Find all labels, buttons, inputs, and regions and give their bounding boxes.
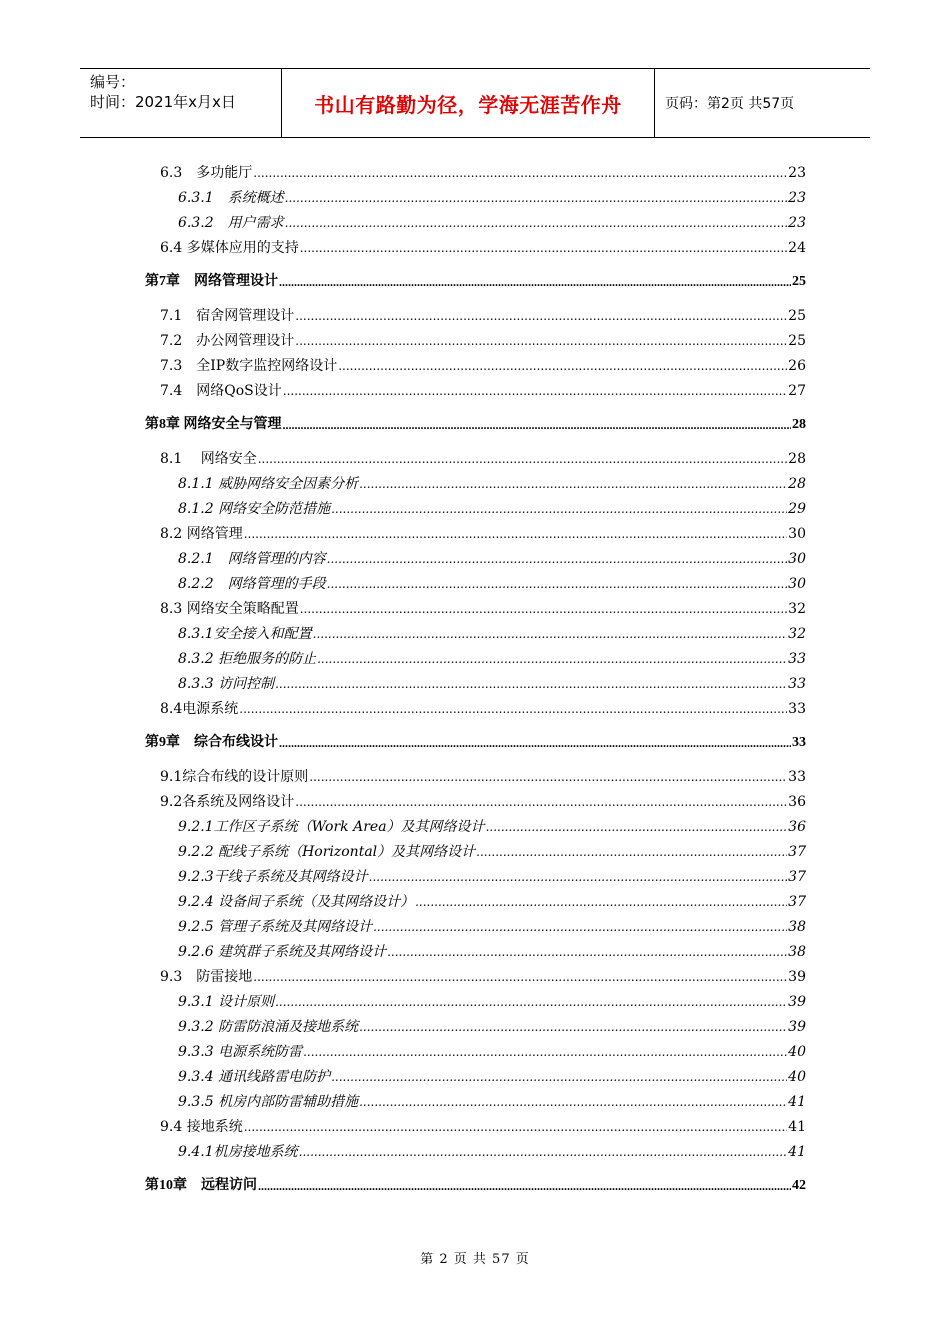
toc-entry[interactable]: [178, 1039, 806, 1061]
toc-leader-dots: [387, 943, 787, 961]
toc-entry[interactable]: [160, 1114, 806, 1136]
toc-entry-title: 8.2.2 网络管理的手段: [178, 576, 326, 592]
toc-entry-title: 8.1.2 网络安全防范措施: [178, 501, 331, 517]
toc-entry[interactable]: [178, 1014, 806, 1036]
toc-entry[interactable]: [178, 571, 806, 593]
toc-entry[interactable]: [178, 210, 806, 232]
toc-entry-page: 37: [788, 844, 806, 860]
toc-leader-dots: [295, 793, 787, 811]
toc-entry-title: 8.3 网络安全策略配置: [160, 601, 299, 617]
toc-entry-title: 9.2.2 配线子系统（Horizontal）及其网络设计: [178, 844, 476, 860]
toc-entry[interactable]: [178, 496, 806, 518]
toc-entry-title: 8.1 网络安全: [160, 451, 257, 467]
toc-entry-page: 30: [788, 576, 806, 592]
toc-leader-dots: [299, 1143, 788, 1161]
toc-leader-dots: [295, 332, 787, 350]
toc-entry-title: 第7章 网络管理设计: [145, 274, 278, 289]
toc-entry[interactable]: [178, 864, 806, 886]
toc-entry-title: 9.2.3干线子系统及其网络设计: [178, 869, 368, 885]
toc-leader-dots: [279, 273, 791, 291]
document-time: 时间：2021年x月x日: [90, 93, 236, 111]
toc-entry[interactable]: [178, 914, 806, 936]
header-motto: 书山有路勤为径，学海无涯苦作舟: [314, 92, 622, 117]
toc-entry-page: 36: [788, 794, 806, 810]
toc-entry-title: 6.3.1 系统概述: [178, 190, 284, 206]
toc-entry-title: 9.1综合布线的设计原则: [160, 769, 309, 785]
toc-leader-dots: [253, 968, 787, 986]
toc-entry[interactable]: [178, 471, 806, 493]
toc-leader-dots: [331, 1068, 787, 1086]
toc-entry-page: 33: [792, 735, 806, 750]
toc-leader-dots: [279, 734, 791, 752]
toc-leader-dots: [486, 818, 788, 836]
toc-entry-title: 6.4 多媒体应用的支持: [160, 240, 299, 256]
toc-chapter-entry[interactable]: [145, 412, 806, 434]
toc-entry-title: 9.2.5 管理子系统及其网络设计: [178, 919, 373, 935]
toc-leader-dots: [300, 239, 787, 257]
toc-entry[interactable]: [160, 328, 806, 350]
toc-entry[interactable]: [178, 1064, 806, 1086]
toc-entry[interactable]: [178, 989, 806, 1011]
toc-entry-title: 9.2.1工作区子系统（Work Area）及其网络设计: [178, 819, 485, 835]
toc-entry-page: 25: [792, 274, 806, 289]
toc-entry-title: 9.3.2 防雷防浪涌及接地系统: [178, 1019, 359, 1035]
toc-leader-dots: [244, 525, 787, 543]
toc-entry-title: 9.3.4 通讯线路雷电防护: [178, 1069, 331, 1085]
toc-entry[interactable]: [160, 303, 806, 325]
toc-entry[interactable]: [160, 521, 806, 543]
toc-entry[interactable]: [178, 185, 806, 207]
toc-entry[interactable]: [178, 1089, 806, 1111]
toc-entry-page: 37: [788, 869, 806, 885]
toc-entry[interactable]: [178, 546, 806, 568]
toc-leader-dots: [476, 843, 787, 861]
toc-entry-page: 26: [788, 358, 806, 374]
toc-entry-page: 28: [788, 476, 806, 492]
toc-entry-page: 41: [788, 1094, 806, 1110]
toc-entry-page: 33: [788, 651, 806, 667]
toc-entry-title: 9.2.6 建筑群子系统及其网络设计: [178, 944, 387, 960]
toc-entry[interactable]: [160, 160, 806, 182]
toc-entry[interactable]: [160, 353, 806, 375]
toc-entry-page: 24: [788, 240, 806, 256]
toc-entry-page: 37: [788, 894, 806, 910]
toc-entry-title: 7.2 办公网管理设计: [160, 333, 295, 349]
toc-entry-title: 第8章 网络安全与管理: [145, 417, 282, 432]
toc-entry-title: 9.4.1机房接地系统: [178, 1144, 298, 1160]
toc-entry-page: 33: [788, 676, 806, 692]
toc-entry-title: 9.3.1 设计原则: [178, 994, 275, 1010]
toc-leader-dots: [331, 500, 787, 518]
toc-entry-page: 36: [788, 819, 806, 835]
toc-entry-page: 41: [788, 1119, 806, 1135]
toc-leader-dots: [275, 675, 787, 693]
toc-entry[interactable]: [178, 1139, 806, 1161]
toc-leader-dots: [275, 993, 787, 1011]
toc-leader-dots: [359, 1093, 787, 1111]
toc-entry-title: 8.4电源系统: [160, 701, 239, 717]
toc-entry-title: 9.3.5 机房内部防雷辅助措施: [178, 1094, 359, 1110]
toc-leader-dots: [338, 357, 787, 375]
toc-entry-page: 25: [788, 308, 806, 324]
toc-entry-title: 6.3.2 用户需求: [178, 215, 284, 231]
toc-leader-dots: [258, 450, 787, 468]
toc-entry-page: 28: [788, 451, 806, 467]
header-motto-cell: [282, 69, 655, 137]
toc-entry-title: 7.4 网络QoS设计: [160, 383, 282, 399]
toc-leader-dots: [327, 575, 788, 593]
toc-entry[interactable]: [178, 889, 806, 911]
toc-entry[interactable]: [160, 964, 806, 986]
toc-entry[interactable]: [178, 646, 806, 668]
toc-entry-page: 38: [788, 944, 806, 960]
toc-entry-title: 第9章 综合布线设计: [145, 735, 278, 750]
toc-entry-page: 29: [788, 501, 806, 517]
toc-entry-page: 23: [788, 165, 806, 181]
toc-entry[interactable]: [178, 671, 806, 693]
toc-leader-dots: [285, 189, 788, 207]
toc-entry-page: 27: [788, 383, 806, 399]
toc-entry[interactable]: [178, 814, 806, 836]
toc-leader-dots: [359, 475, 787, 493]
toc-entry[interactable]: [178, 939, 806, 961]
toc-entry-page: 41: [788, 1144, 806, 1160]
toc-entry-title: 8.1.1 威胁网络安全因素分析: [178, 476, 359, 492]
toc-leader-dots: [295, 307, 787, 325]
toc-entry-page: 33: [788, 769, 806, 785]
toc-entry-page: 30: [788, 551, 806, 567]
toc-entry-page: 33: [788, 701, 806, 717]
toc-entry-title: 8.3.2 拒绝服务的防止: [178, 651, 317, 667]
toc-entry-page: 39: [788, 994, 806, 1010]
toc-chapter-entry[interactable]: [145, 730, 806, 752]
toc-entry-title: 7.1 宿舍网管理设计: [160, 308, 295, 324]
toc-entry[interactable]: [160, 764, 806, 786]
toc-leader-dots: [317, 650, 787, 668]
toc-leader-dots: [239, 700, 787, 718]
toc-entry-page: 39: [788, 969, 806, 985]
toc-entry-title: 8.2.1 网络管理的内容: [178, 551, 326, 567]
toc-entry[interactable]: [160, 789, 806, 811]
document-code: 编号：: [90, 73, 136, 91]
toc-entry[interactable]: [160, 696, 806, 718]
toc-leader-dots: [373, 918, 787, 936]
toc-entry-title: 8.2 网络管理: [160, 526, 243, 542]
toc-leader-dots: [253, 164, 787, 182]
toc-entry-page: 39: [788, 1019, 806, 1035]
toc-leader-dots: [283, 416, 792, 434]
toc-entry[interactable]: [178, 621, 806, 643]
toc-entry-page: 40: [788, 1069, 806, 1085]
toc-leader-dots: [309, 768, 787, 786]
toc-entry-page: 23: [788, 215, 806, 231]
toc-leader-dots: [415, 893, 787, 911]
toc-entry[interactable]: [160, 378, 806, 400]
toc-entry-title: 8.3.1安全接入和配置: [178, 626, 312, 642]
toc-chapter-entry[interactable]: [145, 1173, 806, 1195]
toc-entry-title: 9.2各系统及网络设计: [160, 794, 295, 810]
toc-leader-dots: [303, 1043, 787, 1061]
toc-entry-page: 30: [788, 526, 806, 542]
toc-entry[interactable]: [178, 839, 806, 861]
toc-entry-title: 9.3 防雷接地: [160, 969, 253, 985]
toc-entry-title: 9.4 接地系统: [160, 1119, 243, 1135]
header-page-info: 页码：第2页 共57页: [665, 96, 795, 112]
toc-entry-title: 第10章 远程访问: [145, 1178, 257, 1193]
toc-entry-page: 40: [788, 1044, 806, 1060]
toc-entry-page: 25: [788, 333, 806, 349]
page-header: [80, 68, 870, 138]
toc-entry-title: 6.3 多功能厅: [160, 165, 253, 181]
toc-entry[interactable]: [160, 596, 806, 618]
toc-leader-dots: [327, 550, 788, 568]
toc-entry[interactable]: [160, 235, 806, 257]
toc-entry-page: 23: [788, 190, 806, 206]
toc-leader-dots: [359, 1018, 787, 1036]
toc-entry-title: 9.2.4 设备间子系统（及其网络设计）: [178, 894, 415, 910]
toc-entry[interactable]: [160, 446, 806, 468]
toc-entry-title: 7.3 全IP数字监控网络设计: [160, 358, 338, 374]
toc-entry-page: 32: [788, 626, 806, 642]
toc-leader-dots: [258, 1177, 791, 1195]
toc-leader-dots: [313, 625, 788, 643]
toc-entry-page: 32: [788, 601, 806, 617]
toc-entry-page: 28: [792, 417, 806, 432]
page-footer: 第 2 页 共 57 页: [420, 1252, 530, 1267]
toc-leader-dots: [244, 1118, 787, 1136]
header-meta: [80, 69, 282, 137]
toc-entry-title: 9.3.3 电源系统防雷: [178, 1044, 303, 1060]
toc-leader-dots: [369, 868, 788, 886]
toc-leader-dots: [300, 600, 787, 618]
toc-leader-dots: [283, 382, 787, 400]
toc-chapter-entry[interactable]: [145, 269, 806, 291]
toc-entry-page: 42: [792, 1178, 806, 1193]
toc-entry-title: 8.3.3 访问控制: [178, 676, 275, 692]
toc-leader-dots: [285, 214, 788, 232]
toc-entry-page: 38: [788, 919, 806, 935]
